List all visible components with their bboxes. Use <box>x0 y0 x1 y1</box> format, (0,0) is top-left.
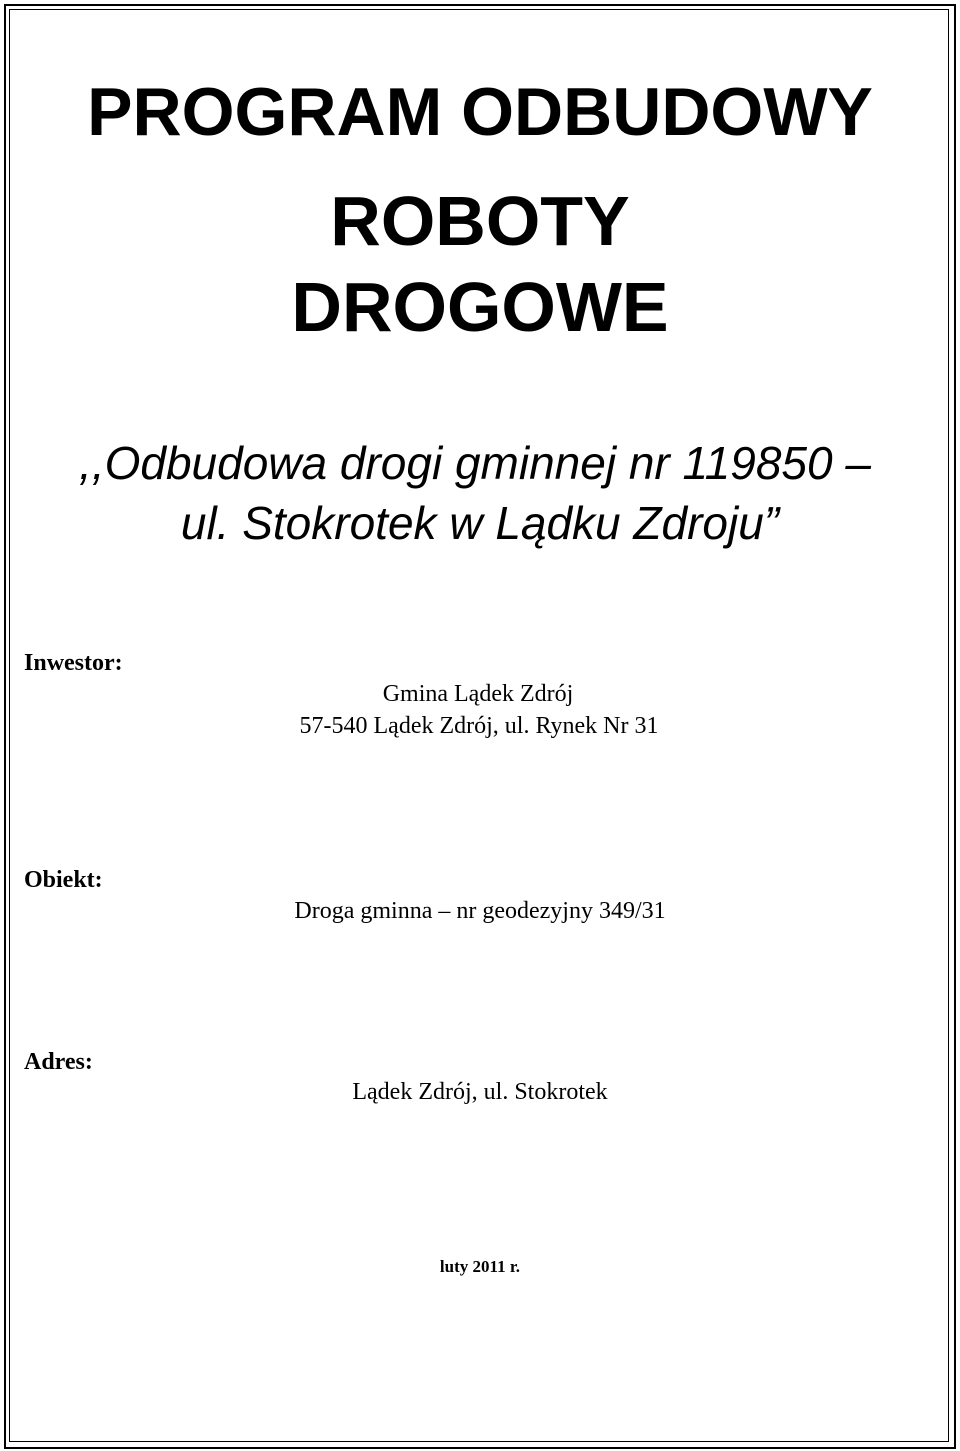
address-label: Adres: <box>24 1049 93 1075</box>
document-title: PROGRAM ODBUDOWY <box>87 74 873 150</box>
project-name-line-2: ul. Stokrotek w Lądku Zdroju” <box>180 497 780 549</box>
investor-address: 57-540 Lądek Zdrój, ul. Rynek Nr 31 <box>299 713 659 739</box>
object-value: Droga gminna – nr geodezyjny 349/31 <box>294 898 666 924</box>
subtitle-line-1: ROBOTY <box>330 182 630 260</box>
investor-label: Inwestor: <box>24 650 123 676</box>
document-date: luty 2011 r. <box>439 1257 521 1276</box>
investor-name: Gmina Lądek Zdrój <box>382 681 574 707</box>
object-label: Obiekt: <box>24 867 103 893</box>
project-name-line-1: ,,Odbudowa drogi gminnej nr 119850 – <box>79 437 871 489</box>
address-value: Lądek Zdrój, ul. Stokrotek <box>352 1079 608 1105</box>
subtitle-line-2: DROGOWE <box>291 268 669 346</box>
